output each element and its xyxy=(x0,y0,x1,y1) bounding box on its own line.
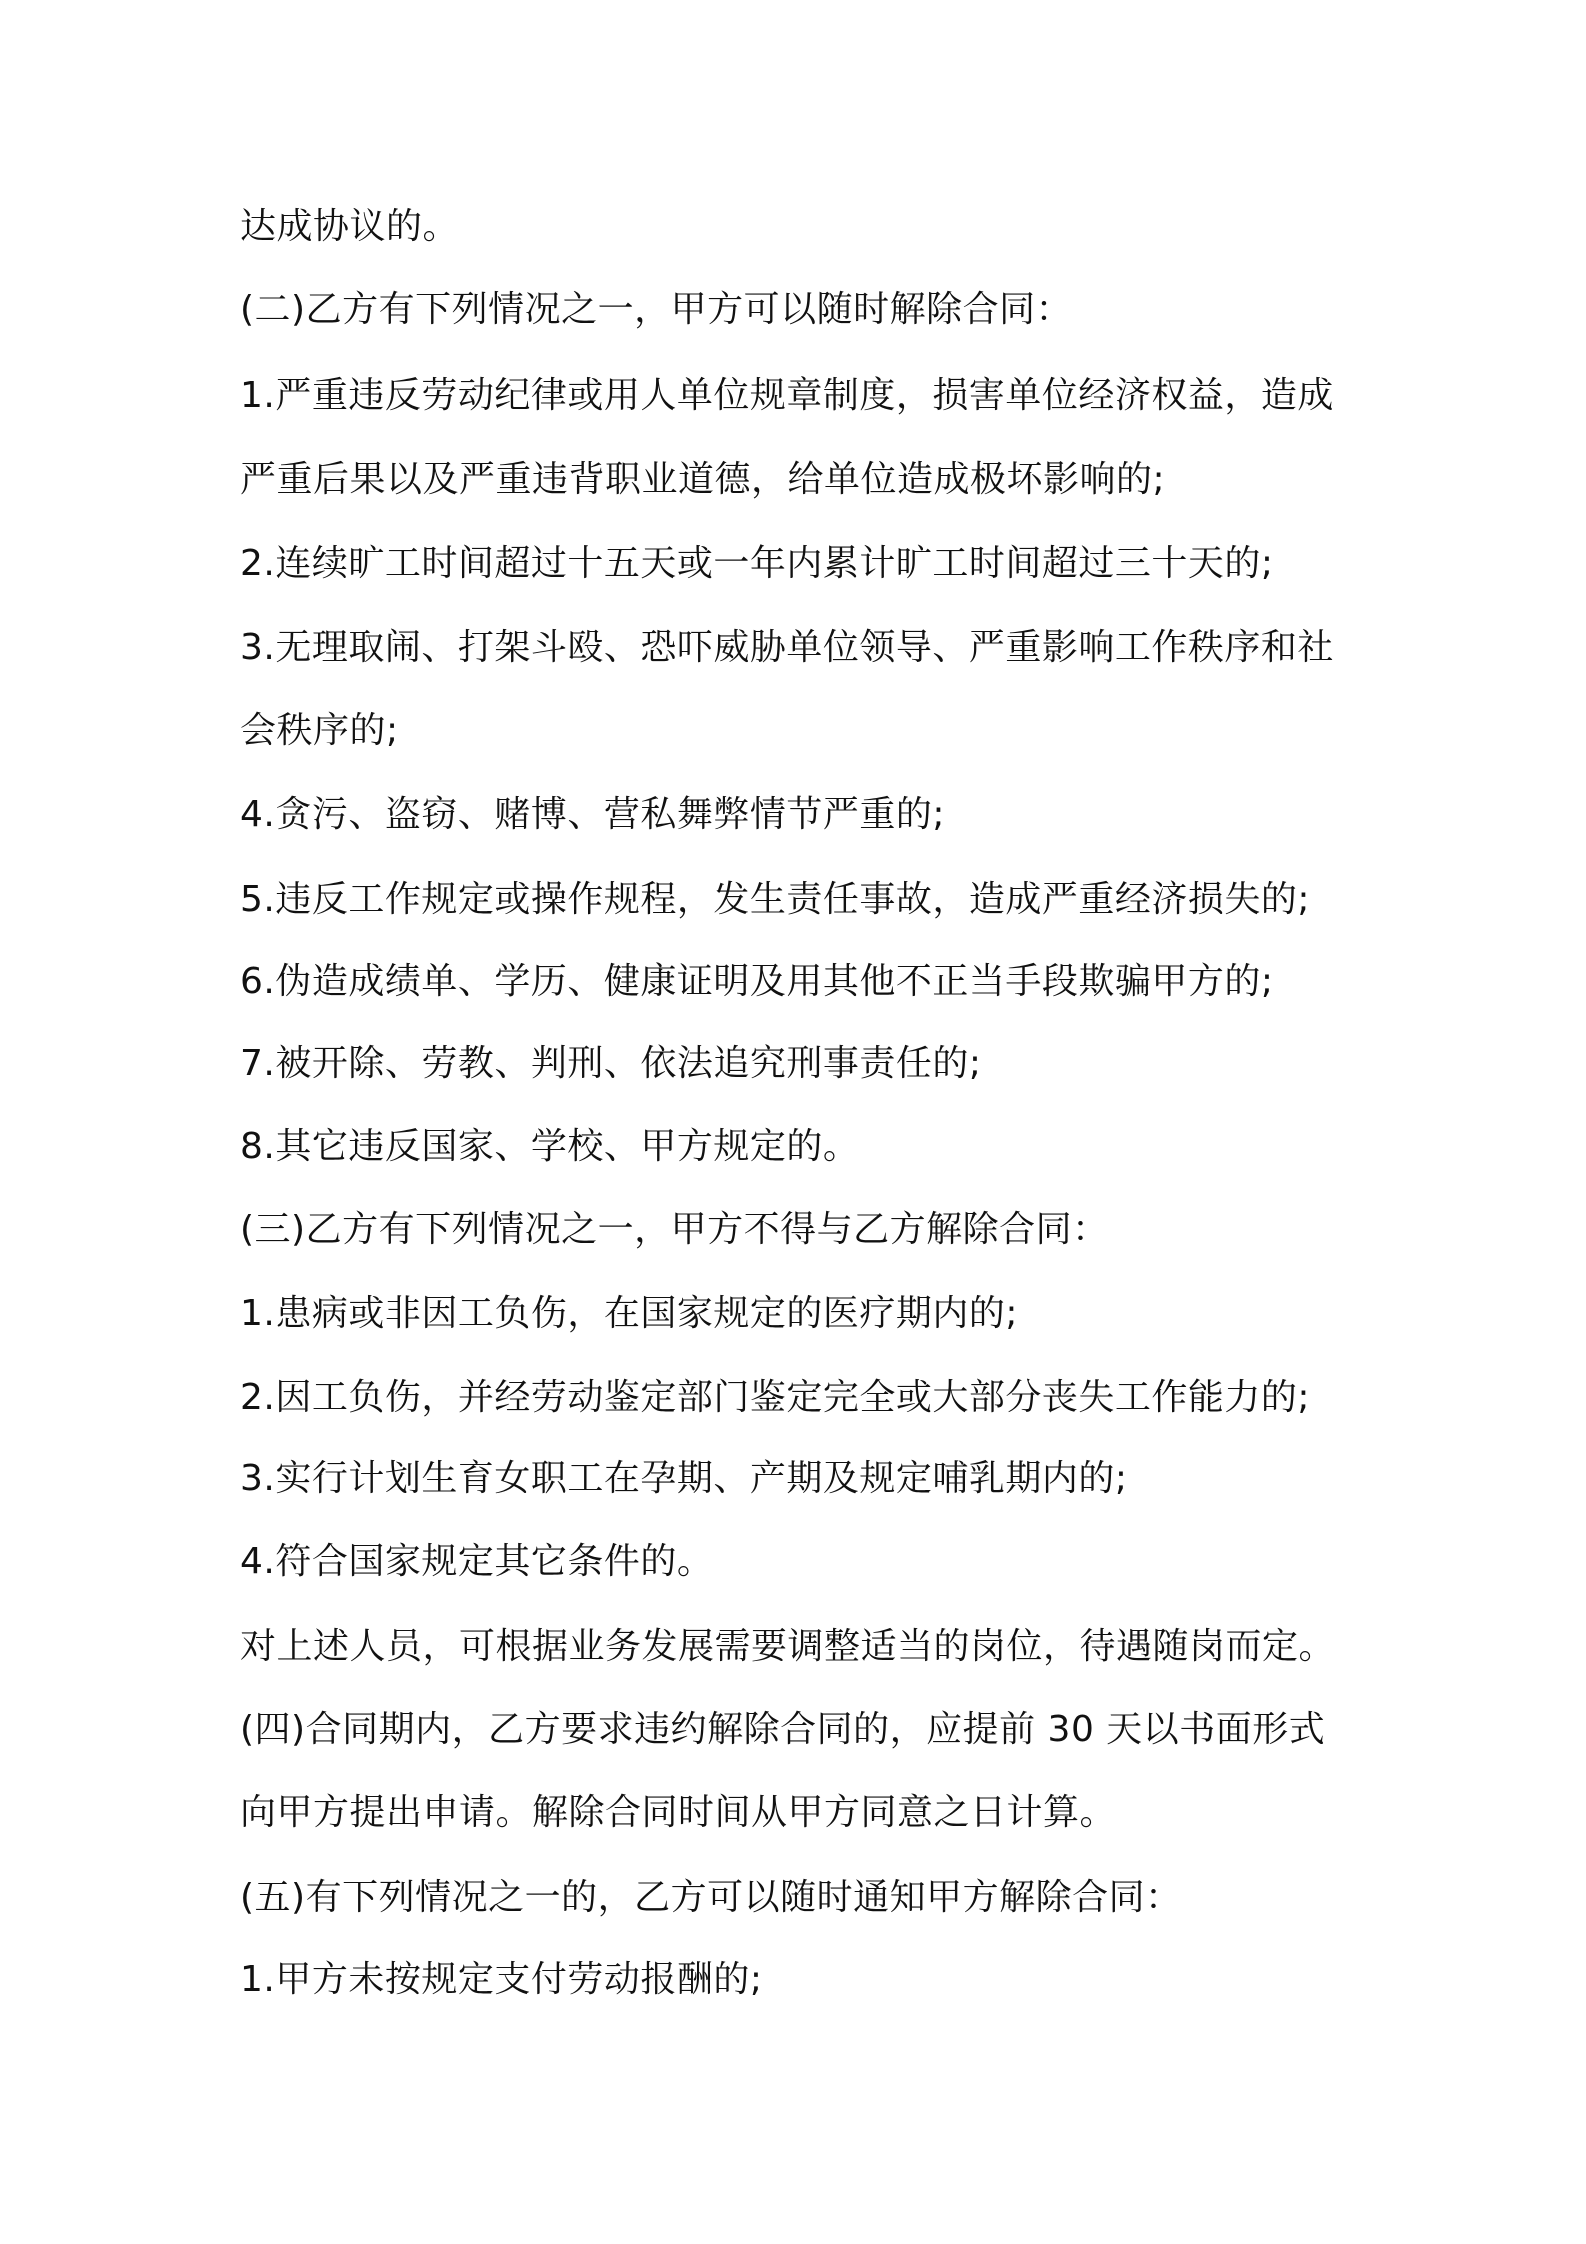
list-item: 5.违反工作规定或操作规程，发生责任事故，造成严重经济损失的; xyxy=(240,879,1310,920)
list-item: 3.实行计划生育女职工在孕期、产期及规定哺乳期内的; xyxy=(240,1458,1128,1499)
section-heading: (四)合同期内，乙方要求违约解除合同的，应提前 30 天以书面形式 xyxy=(240,1709,1326,1750)
section-heading: (三)乙方有下列情况之一，甲方不得与乙方解除合同： xyxy=(240,1209,1109,1250)
list-item: 4.符合国家规定其它条件的。 xyxy=(240,1541,714,1582)
paragraph-line: 严重后果以及严重违背职业道德，给单位造成极坏影响的; xyxy=(240,459,1166,500)
list-item: 6.伪造成绩单、学历、健康证明及用其他不正当手段欺骗甲方的; xyxy=(240,961,1274,1002)
section-heading: (二)乙方有下列情况之一，甲方可以随时解除合同： xyxy=(240,289,1073,330)
list-item: 7.被开除、劳教、判刑、依法追究刑事责任的; xyxy=(240,1043,982,1084)
section-heading: (五)有下列情况之一的，乙方可以随时通知甲方解除合同： xyxy=(240,1877,1182,1918)
list-item: 1.患病或非因工负伤，在国家规定的医疗期内的; xyxy=(240,1293,1018,1334)
list-item: 2.因工负伤，并经劳动鉴定部门鉴定完全或大部分丧失工作能力的; xyxy=(240,1377,1310,1418)
list-item: 4.贪污、盗窃、赌博、营私舞弊情节严重的; xyxy=(240,794,945,835)
paragraph-line: 达成协议的。 xyxy=(240,206,460,247)
list-item: 1.严重违反劳动纪律或用人单位规章制度，损害单位经济权益，造成 xyxy=(240,375,1334,416)
list-item: 1.甲方未按规定支付劳动报酬的; xyxy=(240,1959,763,2000)
list-item: 8.其它违反国家、学校、甲方规定的。 xyxy=(240,1126,860,1167)
paragraph-line: 对上述人员，可根据业务发展需要调整适当的岗位，待遇随岗而定。 xyxy=(240,1626,1336,1667)
paragraph-line: 向甲方提出申请。解除合同时间从甲方同意之日计算。 xyxy=(240,1792,1117,1833)
list-item: 3.无理取闹、打架斗殴、恐吓威胁单位领导、严重影响工作秩序和社 xyxy=(240,627,1334,668)
paragraph-line: 会秩序的; xyxy=(240,710,399,751)
list-item: 2.连续旷工时间超过十五天或一年内累计旷工时间超过三十天的; xyxy=(240,543,1274,584)
